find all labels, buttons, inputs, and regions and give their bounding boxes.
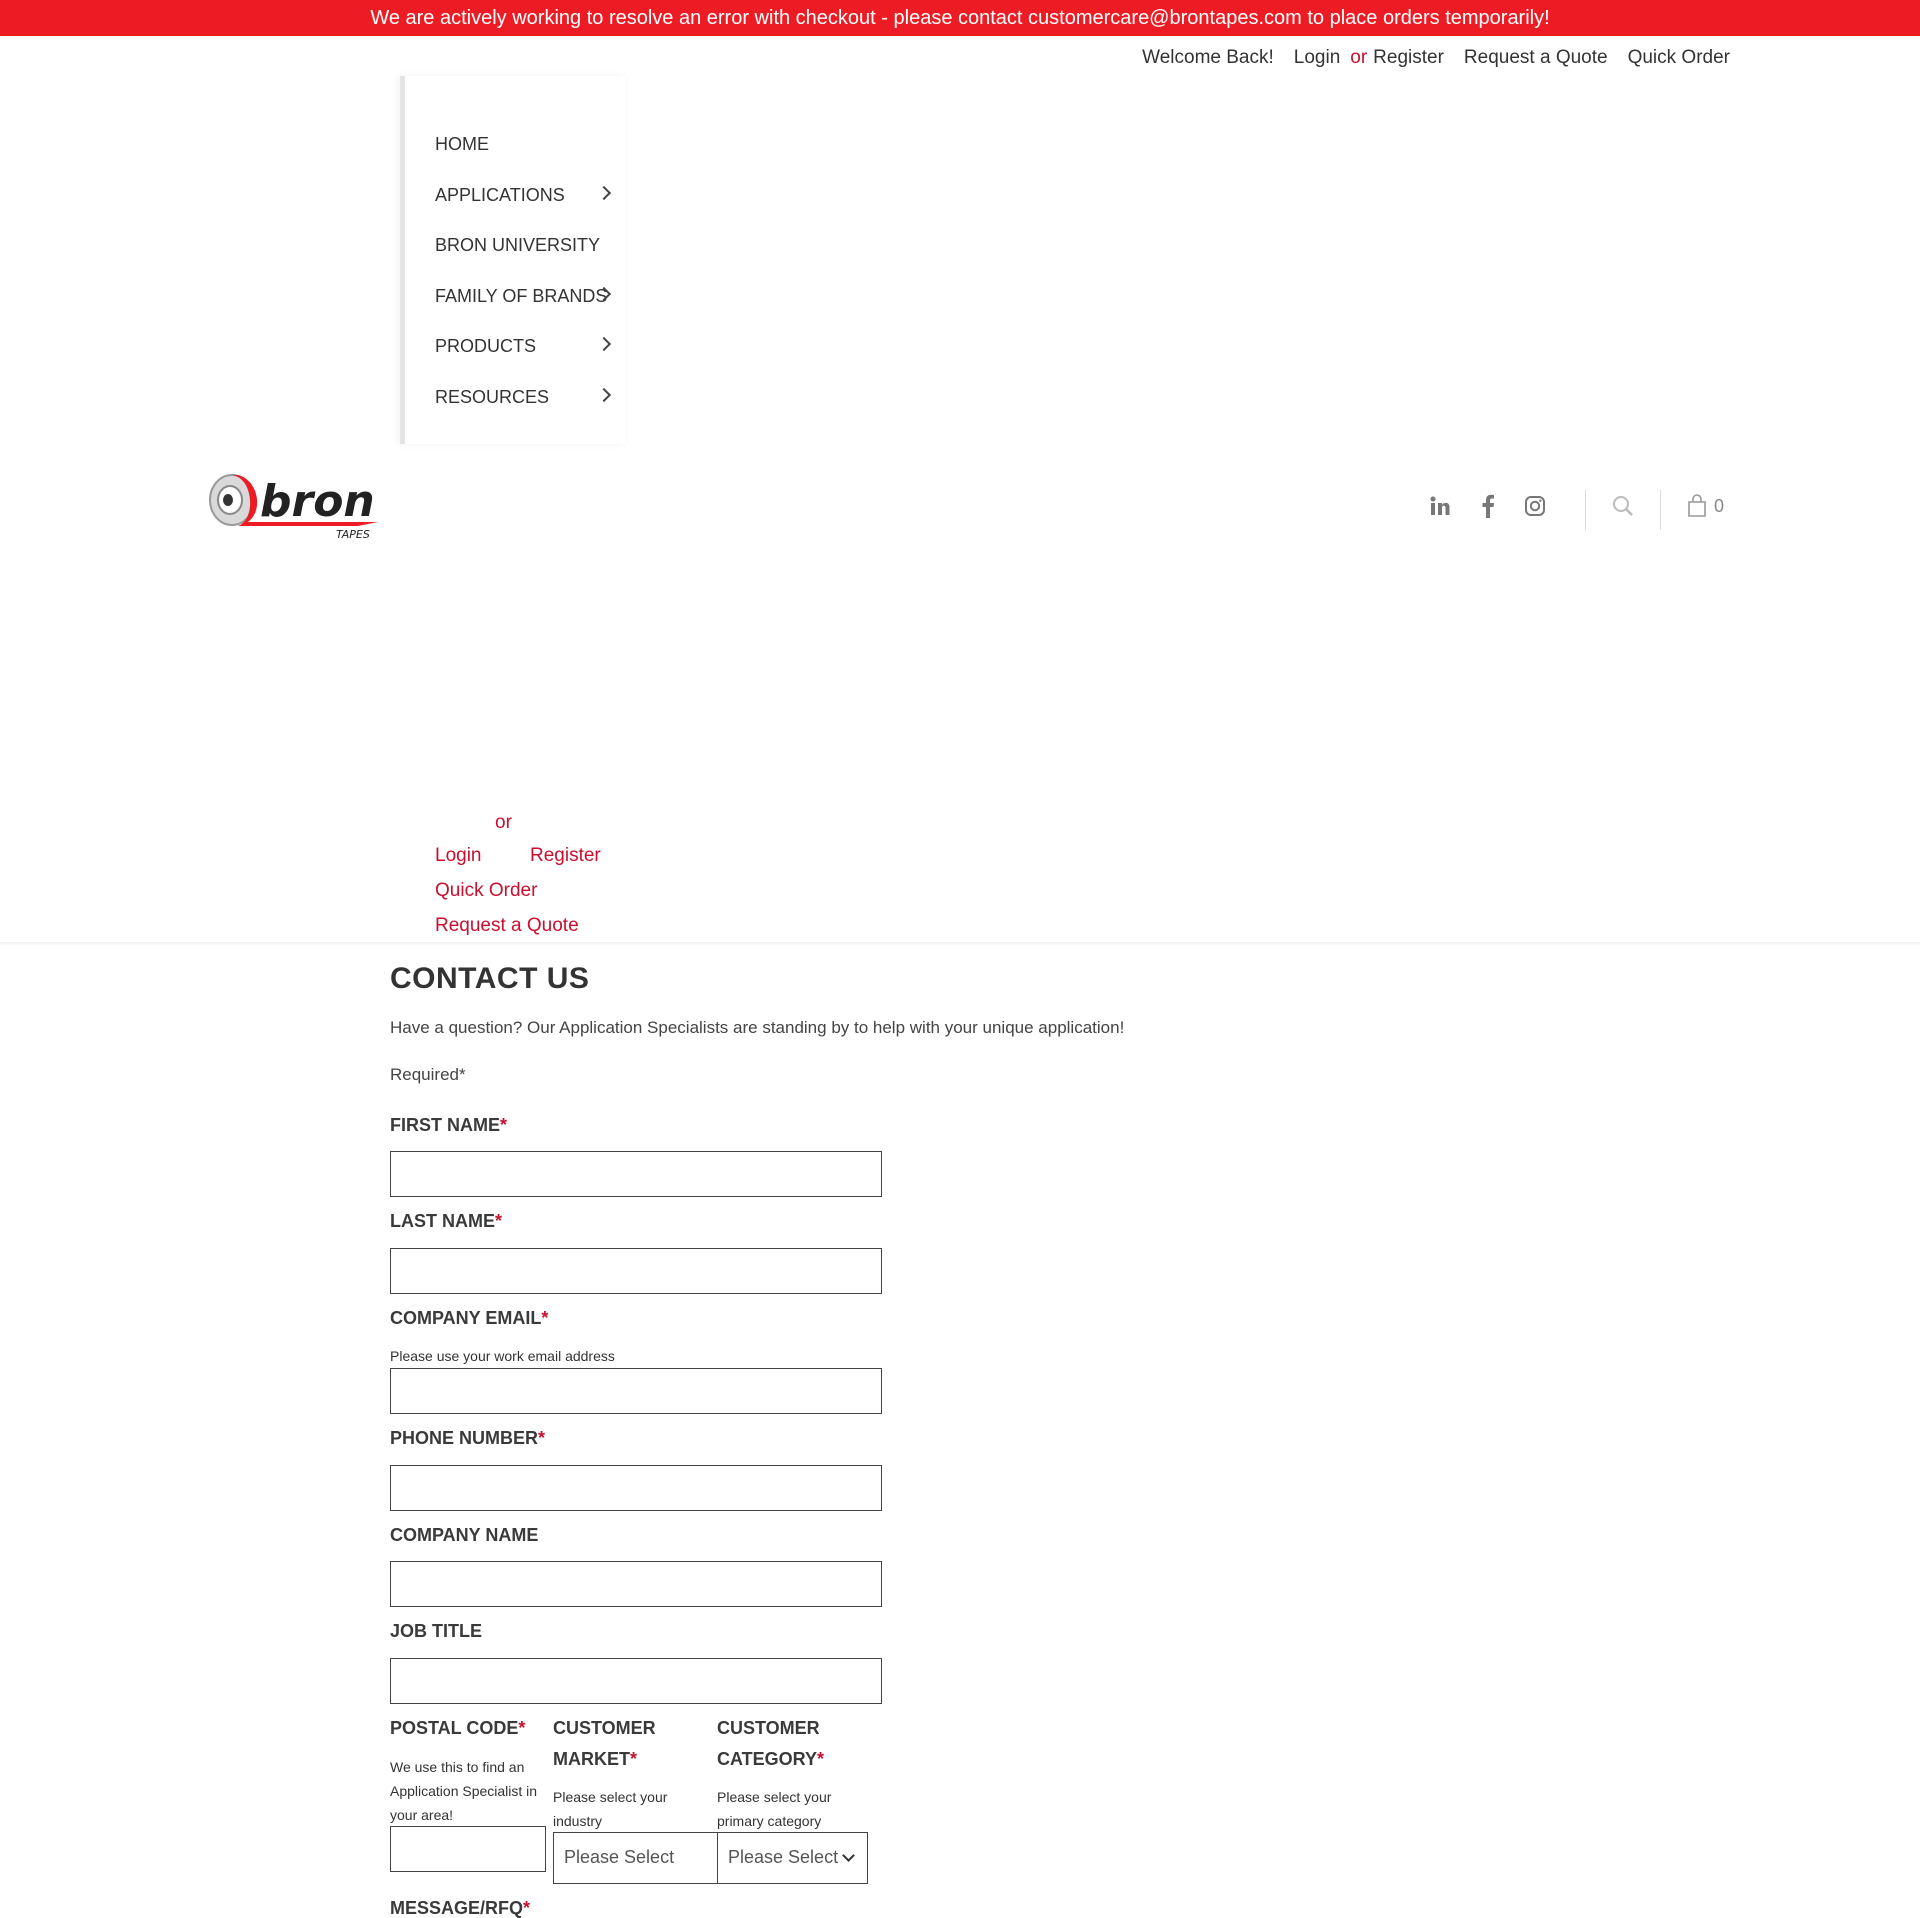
chevron-right-icon[interactable] <box>597 337 611 351</box>
nav-item-label: BRON UNIVERSITY <box>435 235 601 255</box>
cart-icon[interactable] <box>1683 492 1711 520</box>
nav-item-home[interactable] <box>435 134 615 160</box>
message-rfq-label <box>390 1893 530 1918</box>
mobile-quick-order-link[interactable]: Quick Order <box>435 880 538 901</box>
first-name-field[interactable] <box>390 1151 882 1197</box>
label-line: CATEGORY <box>717 1749 818 1769</box>
postal-code-field[interactable] <box>390 1826 546 1872</box>
select-value: Please Select <box>728 1847 839 1867</box>
logo-sub: TAPES <box>336 528 370 541</box>
chevron-down-icon[interactable] <box>842 1849 855 1862</box>
last-name-field[interactable] <box>390 1248 882 1294</box>
company-email-field[interactable] <box>390 1368 882 1414</box>
job-title-label <box>390 1616 482 1647</box>
required-star: * <box>538 1428 546 1448</box>
message-rfq-label-text: MESSAGE/RFQ <box>390 1898 524 1918</box>
request-quote-link[interactable]: Request a Quote <box>1463 47 1608 68</box>
nav-item-label: RESOURCES <box>435 387 550 407</box>
logo-word: bron <box>260 476 375 527</box>
mobile-register-link[interactable]: Register <box>530 845 601 866</box>
header-divider <box>1585 490 1586 530</box>
intro-text: Have a question? Our Application Specialists are standing by to help with your unique application! <box>390 1018 1125 1037</box>
welcome-text: Welcome Back! <box>1142 47 1274 68</box>
company-name-field[interactable] <box>390 1561 882 1607</box>
first-name-label-text: FIRST NAME <box>390 1115 500 1135</box>
label-line: CUSTOMER <box>553 1718 656 1738</box>
page-title: CONTACT US <box>390 962 590 995</box>
customer-market-select[interactable] <box>553 1832 719 1884</box>
required-note: Required* <box>390 1065 466 1084</box>
main-nav-menu <box>400 76 626 444</box>
mobile-request-quote-link[interactable]: Request a Quote <box>435 915 579 936</box>
postal-code-label-text: POSTAL CODE <box>390 1718 519 1738</box>
company-name-label <box>390 1520 538 1551</box>
header-bottom-divider <box>0 942 1920 946</box>
mobile-or-text: or <box>495 812 512 833</box>
banner-message: We are actively working to resolve an error with checkout - please contact customercare@brontapes.com to place orders temporarily! <box>370 6 1550 29</box>
hint-line: Please select your <box>717 1789 832 1805</box>
customer-category-label <box>717 1713 824 1775</box>
hint-line: We use this to find an <box>390 1759 525 1775</box>
bron-logo-graphic <box>208 470 392 542</box>
required-star: * <box>817 1749 825 1769</box>
required-star: * <box>523 1898 531 1918</box>
customer-category-hint <box>717 1785 831 1833</box>
search-icon[interactable] <box>1609 492 1637 520</box>
company-email-label-text: COMPANY EMAIL <box>390 1308 542 1328</box>
postal-code-label <box>390 1713 525 1744</box>
required-star: * <box>495 1211 503 1231</box>
facebook-icon[interactable] <box>1474 492 1502 520</box>
phone-number-label <box>390 1423 545 1454</box>
last-name-label <box>390 1206 502 1237</box>
hint-line: Application Specialist in <box>390 1783 538 1799</box>
select-value: Please Select <box>564 1847 675 1867</box>
chevron-right-icon[interactable] <box>597 388 611 402</box>
nav-item-label: FAMILY OF BRANDS <box>435 286 608 306</box>
hint-line: Please select your <box>553 1789 668 1805</box>
required-star: * <box>541 1308 549 1328</box>
cart-count: 0 <box>1714 496 1725 516</box>
linkedin-icon[interactable] <box>1426 492 1454 520</box>
company-email-label <box>390 1303 548 1334</box>
nav-item-bron-university[interactable] <box>435 235 615 261</box>
phone-number-label-text: PHONE NUMBER <box>390 1428 539 1448</box>
nav-item-resources[interactable] <box>435 387 615 413</box>
phone-number-field[interactable] <box>390 1465 882 1511</box>
required-star: * <box>500 1115 508 1135</box>
company-name-label-text: COMPANY NAME <box>390 1525 539 1545</box>
hint-line: your area! <box>390 1807 454 1823</box>
company-email-hint: Please use your work email address <box>390 1348 615 1364</box>
last-name-label-text: LAST NAME <box>390 1211 495 1231</box>
nav-item-label: PRODUCTS <box>435 336 537 356</box>
error-banner <box>0 0 1920 36</box>
label-line: CUSTOMER <box>717 1718 820 1738</box>
top-utility-bar <box>1142 44 1730 72</box>
register-link[interactable]: Register <box>1373 47 1444 68</box>
instagram-icon[interactable] <box>1521 492 1549 520</box>
mobile-login-link[interactable]: Login <box>435 845 482 866</box>
login-link[interactable]: Login <box>1293 47 1341 68</box>
quick-order-link[interactable]: Quick Order <box>1627 47 1730 68</box>
customer-market-hint <box>553 1785 667 1833</box>
required-star: * <box>630 1749 638 1769</box>
job-title-label-text: JOB TITLE <box>390 1621 483 1641</box>
chevron-right-icon[interactable] <box>597 186 611 200</box>
header-divider <box>1660 490 1661 530</box>
nav-item-family-of-brands[interactable] <box>435 286 615 312</box>
postal-code-hint <box>390 1755 537 1827</box>
label-line: MARKET <box>553 1749 630 1769</box>
required-star: * <box>518 1718 526 1738</box>
nav-item-products[interactable] <box>435 336 615 362</box>
job-title-field[interactable] <box>390 1658 882 1704</box>
customer-category-select[interactable] <box>717 1832 868 1884</box>
nav-item-applications[interactable] <box>435 185 615 211</box>
hint-line: industry <box>553 1813 603 1829</box>
customer-market-label <box>553 1713 656 1775</box>
nav-item-label: APPLICATIONS <box>435 185 565 205</box>
nav-item-label: HOME <box>435 134 489 154</box>
or-text: or <box>1350 47 1368 68</box>
first-name-label <box>390 1110 507 1141</box>
bron-logo[interactable] <box>208 470 392 542</box>
hint-line: primary category <box>717 1813 822 1829</box>
